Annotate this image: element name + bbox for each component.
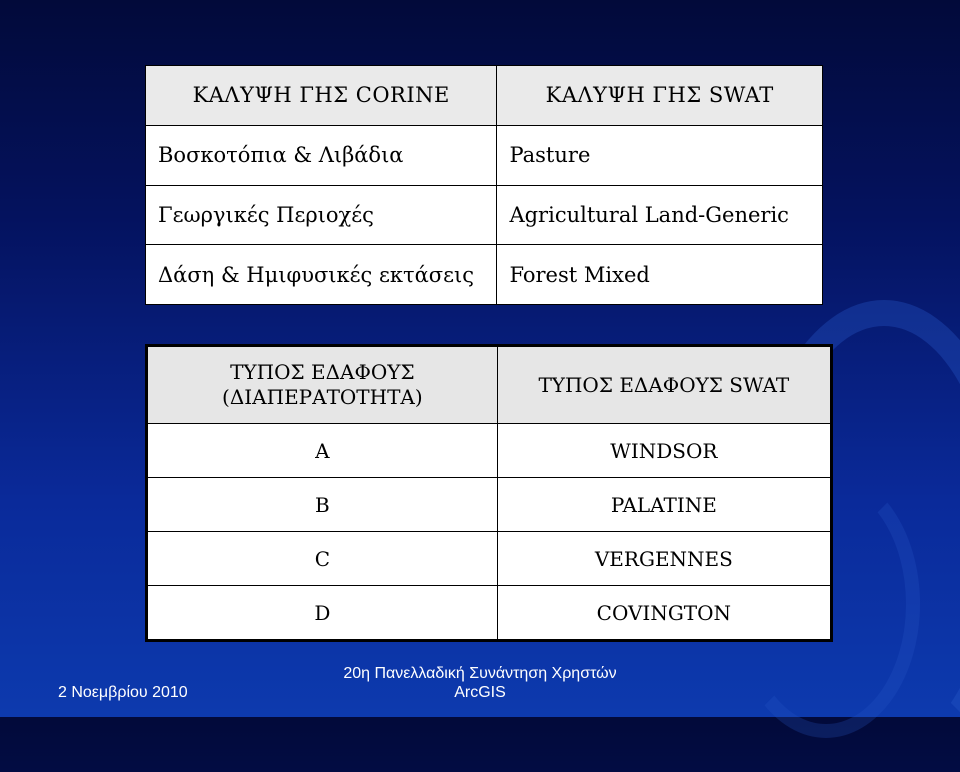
- cell-swat: Pasture: [497, 125, 823, 185]
- table-row: [147, 532, 832, 586]
- cell-soil-group: A: [147, 424, 498, 478]
- conference-subtitle: ArcGIS: [454, 684, 506, 701]
- cell-soil-swat: PALATINE: [497, 478, 831, 532]
- cell-soil-group: D: [147, 586, 498, 641]
- table-row: [146, 245, 823, 305]
- cell-corine: Βοσκοτόπια & Λιβάδια: [146, 125, 497, 185]
- cell-soil-swat: WINDSOR: [497, 424, 831, 478]
- soil-type-table: [145, 344, 833, 642]
- table-header-row: [147, 346, 832, 424]
- header-swat: ΚΑΛΥΨΗ ΓΗΣ SWAT: [497, 66, 823, 126]
- cell-soil-group: B: [147, 478, 498, 532]
- header-soil-swat: ΤΥΠΟΣ ΕΔΑΦΟΥΣ SWAT: [497, 346, 831, 424]
- header-soil-permeability: [147, 346, 498, 424]
- conference-title: 20η Πανελλαδική Συνάντηση Χρηστών: [343, 665, 617, 682]
- cell-corine: Γεωργικές Περιοχές: [146, 185, 497, 245]
- footer-conference: [330, 664, 630, 702]
- cell-swat: Forest Mixed: [497, 245, 823, 305]
- table-row: [147, 424, 832, 478]
- cell-corine: Δάση & Ημιφυσικές εκτάσεις: [146, 245, 497, 305]
- corine-swat-landcover-table: [145, 65, 823, 305]
- table-row: [147, 478, 832, 532]
- header-corine: ΚΑΛΥΨΗ ΓΗΣ CORINE: [146, 66, 497, 126]
- table-header-row: [146, 66, 823, 126]
- footer-date: 2 Νοεμβρίου 2010: [58, 684, 188, 701]
- cell-soil-group: C: [147, 532, 498, 586]
- table-row: [146, 185, 823, 245]
- cell-swat: Agricultural Land-Generic: [497, 185, 823, 245]
- header-line: ΤΥΠΟΣ ΕΔΑΦΟΥΣ: [230, 360, 415, 384]
- header-line: (ΔΙΑΠΕΡΑΤΟΤΗΤΑ): [222, 385, 423, 409]
- cell-soil-swat: COVINGTON: [497, 586, 831, 641]
- table-row: [146, 125, 823, 185]
- cell-soil-swat: VERGENNES: [497, 532, 831, 586]
- table-row: [147, 586, 832, 641]
